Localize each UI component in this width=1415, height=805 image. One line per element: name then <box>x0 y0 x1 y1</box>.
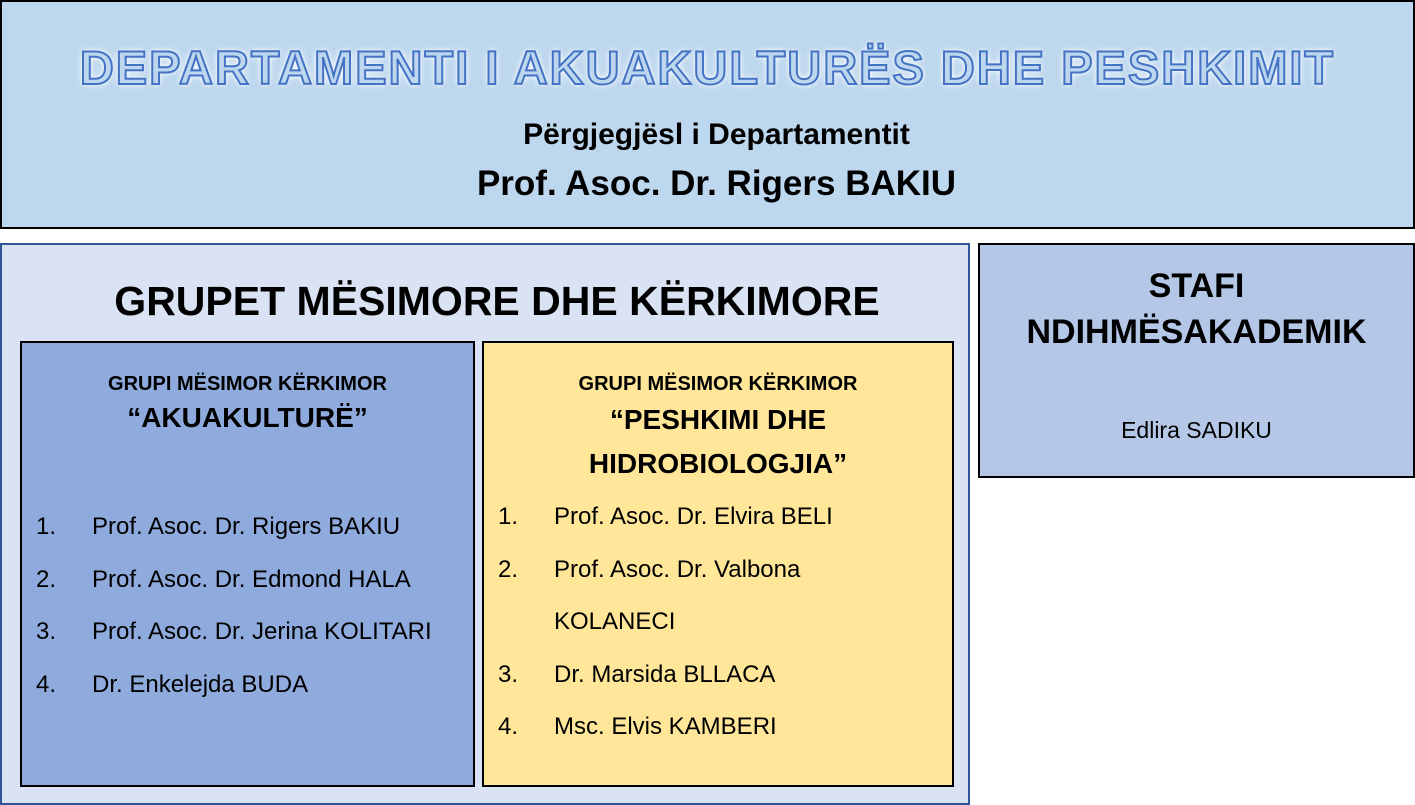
member-name: Prof. Asoc. Dr. Rigers BAKIU <box>92 513 401 540</box>
member-name: Dr. Enkelejda BUDA <box>92 670 309 698</box>
list-item <box>484 701 952 754</box>
item-number: 2. <box>498 555 519 583</box>
group-label: GRUPI MËSIMOR KËRKIMOR <box>578 373 858 395</box>
staff-title-line2: NDIHMËSAKADEMIK <box>1026 313 1367 351</box>
item-number: 4. <box>498 713 519 740</box>
group-name-line1: “PESHKIMI DHE <box>609 404 827 435</box>
head-role-label: Përgjegjësl i Departamentit <box>523 118 910 151</box>
member-name: Dr. Marsida BLLACA <box>554 660 776 688</box>
staff-member: Edlira SADIKU <box>1121 417 1272 443</box>
list-item <box>484 544 952 597</box>
list-item <box>22 606 473 659</box>
list-item <box>484 649 952 702</box>
group-name-line2: HIDROBIOLOGJIA” <box>588 448 848 479</box>
group-label: GRUPI MËSIMOR KËRKIMOR <box>108 373 387 395</box>
member-name: Prof. Asoc. Dr. Edmond HALA <box>92 565 411 593</box>
member-name: Prof. Asoc. Dr. Jerina KOLITARI <box>92 618 432 645</box>
list-item <box>484 491 952 544</box>
list-item <box>22 554 473 607</box>
list-item <box>22 659 473 712</box>
member-name: Msc. Elvis KAMBERI <box>554 713 777 740</box>
staff-title <box>980 263 1413 355</box>
group-aquaculture <box>20 341 475 787</box>
group-fishing-hydrobiology <box>482 341 954 787</box>
item-number: 1. <box>498 503 519 530</box>
item-number: 2. <box>36 565 57 593</box>
member-name: Prof. Asoc. Dr. Elvira BELI <box>554 503 833 530</box>
list-item <box>484 596 952 649</box>
groups-title: GRUPET MËSIMORE DHE KËRKIMORE <box>114 278 880 324</box>
member-list <box>22 501 473 711</box>
department-header <box>0 0 1415 229</box>
assistant-staff-box <box>978 243 1415 478</box>
department-title: DEPARTAMENTI I AKUAKULTURËS DHE PESHKIMIT <box>79 41 1336 94</box>
member-list <box>484 491 952 754</box>
item-number: 3. <box>36 618 57 645</box>
item-number: 4. <box>36 670 57 698</box>
list-item <box>22 501 473 554</box>
member-name: Prof. Asoc. Dr. Valbona <box>554 555 801 583</box>
group-name: “AKUAKULTURË” <box>127 402 368 433</box>
member-name: KOLANECI <box>554 608 676 635</box>
groups-container <box>0 243 970 805</box>
item-number: 3. <box>498 660 519 688</box>
staff-title-line1: STAFI <box>1148 267 1245 305</box>
item-number: 1. <box>36 513 57 540</box>
head-name: Prof. Asoc. Dr. Rigers BAKIU <box>476 164 957 203</box>
